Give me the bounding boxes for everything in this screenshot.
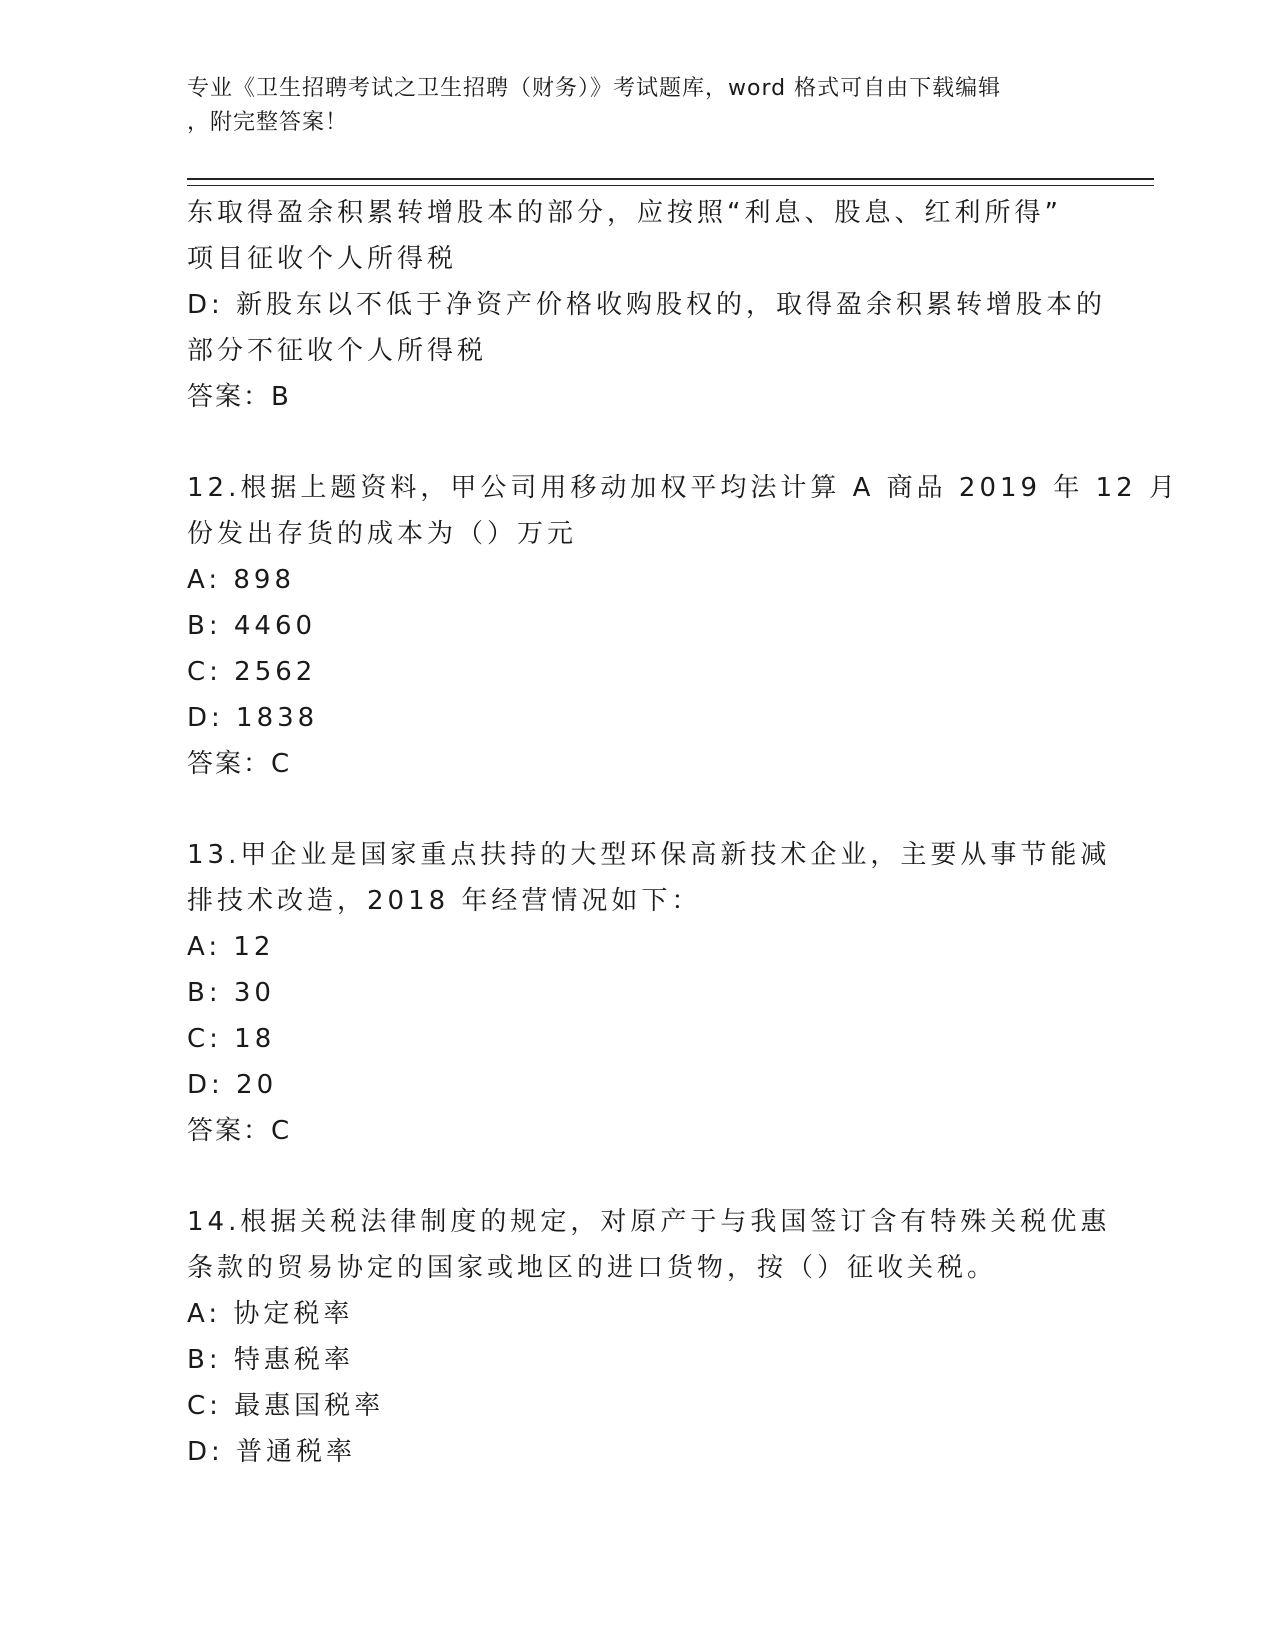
answer-text: 答案：C xyxy=(187,1116,292,1146)
option-b: B: 特惠税率 xyxy=(187,1345,354,1375)
question-14 xyxy=(187,1199,1111,1475)
option-b: B: 4460 xyxy=(187,611,317,641)
question-11-continuation xyxy=(187,190,1107,420)
option-c: C: 2562 xyxy=(187,657,317,687)
option-d-line-1: D: 新股东以不低于净资产价格收购股权的，取得盈余积累转增股本的 xyxy=(187,290,1107,320)
question-stem-line-1: 13.甲企业是国家重点扶持的大型环保高新技术企业，主要从事节能减 xyxy=(187,840,1111,870)
option-d: D: 普通税率 xyxy=(187,1437,357,1467)
header-line-2: ，附完整答案！ xyxy=(187,110,349,135)
question-stem-line-1: 14.根据关税法律制度的规定，对原产于与我国签订含有特殊关税优惠 xyxy=(187,1207,1111,1237)
spacer xyxy=(187,1154,1087,1199)
option-a: A: 协定税率 xyxy=(187,1299,354,1329)
question-stem-line-1: 12.根据上题资料，甲公司用移动加权平均法计算 A 商品 2019 年 12 月 xyxy=(187,473,1179,503)
option-b: B: 30 xyxy=(187,978,275,1008)
option-c: C: 18 xyxy=(187,1024,276,1054)
question-stem-line-2: 排技术改造，2018 年经营情况如下： xyxy=(187,886,702,916)
option-d: D: 20 xyxy=(187,1070,278,1100)
option-a: A: 898 xyxy=(187,565,295,595)
document-body xyxy=(187,190,1179,1475)
question-12 xyxy=(187,465,1179,787)
header-divider xyxy=(187,178,1154,186)
question-stem-line-2: 份发出存货的成本为（）万元 xyxy=(187,519,578,549)
option-d: D: 1838 xyxy=(187,703,319,733)
header-line-1: 专业《卫生招聘考试之卫生招聘（财务）》考试题库，word 格式可自由下载编辑 xyxy=(187,76,1002,101)
option-c-text-line-1: 东取得盈余积累转增股本的部分，应按照“利息、股息、红利所得” xyxy=(187,198,1062,228)
answer-text: 答案：B xyxy=(187,382,291,412)
option-d-line-2: 部分不征收个人所得税 xyxy=(187,336,488,366)
question-stem-line-2: 条款的贸易协定的国家或地区的进口货物，按（）征收关税。 xyxy=(187,1253,998,1283)
option-c: C: 最惠国税率 xyxy=(187,1391,385,1421)
spacer xyxy=(187,420,1087,465)
option-a: A: 12 xyxy=(187,932,275,962)
spacer xyxy=(187,787,1087,832)
answer-text: 答案：C xyxy=(187,749,292,779)
option-c-text-line-2: 项目征收个人所得税 xyxy=(187,244,458,274)
question-13 xyxy=(187,832,1111,1154)
page-header xyxy=(187,72,1087,140)
